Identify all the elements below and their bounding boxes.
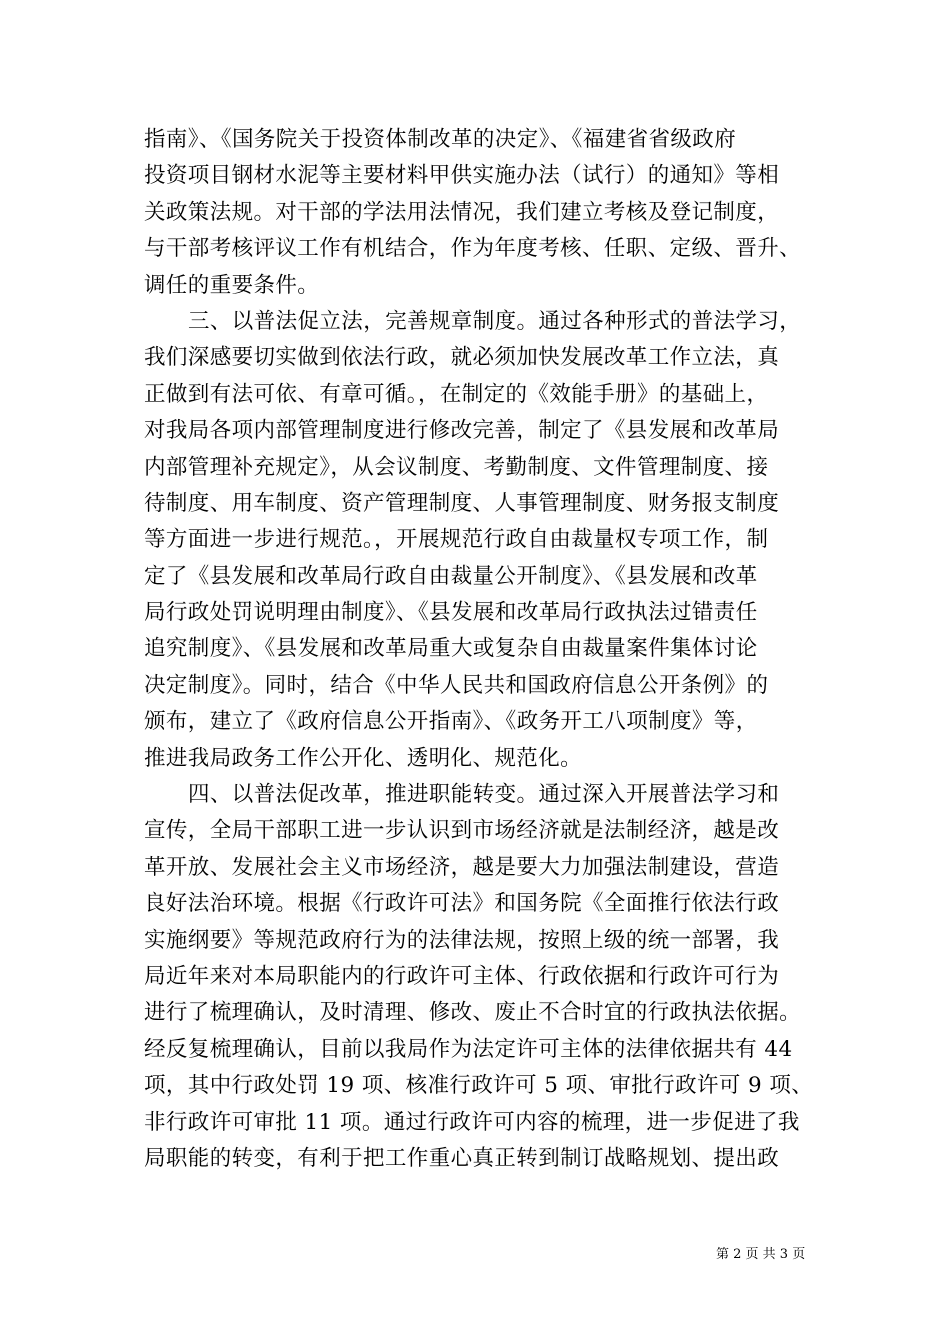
text-line: 进行了梳理确认，及时清理、修改、废止不合时宜的行政执法依据。 <box>144 1000 802 1026</box>
text-line: 内部管理补充规定》，从会议制度、考勤制度、文件管理制度、接 <box>144 454 769 480</box>
text-line: 正做到有法可依、有章可循。，在制定的《效能手册》的基础上， <box>144 381 769 407</box>
text-line: 三、以普法促立法，完善规章制度。通过各种形式的普法学习， <box>188 308 802 334</box>
text-line: 推进我局政务工作公开化、透明化、规范化。 <box>144 745 583 771</box>
text-line: 实施纲要》等规范政府行为的法律法规，按照上级的统一部署，我 <box>144 927 780 953</box>
text-line: 对我局各项内部管理制度进行修改完善，制定了《县发展和改革局 <box>144 418 780 444</box>
text-line: 等方面进一步进行规范。，开展规范行政自由裁量权专项工作，制 <box>144 527 769 553</box>
text-line: 四、以普法促改革，推进职能转变。通过深入开展普法学习和 <box>188 782 780 808</box>
text-line: 投资项目钢材水泥等主要材料甲供实施办法（试行）的通知》等相 <box>144 163 780 189</box>
text-line: 良好法治环境。根据《行政许可法》和国务院《全面推行依法行政 <box>144 891 780 917</box>
text-line: 局近年来对本局职能内的行政许可主体、行政依据和行政许可行为 <box>144 963 780 989</box>
text-line: 关政策法规。对干部的学法用法情况，我们建立考核及登记制度， <box>144 199 780 225</box>
body-text <box>144 122 834 1177</box>
text-line: 调任的重要条件。 <box>144 272 320 298</box>
text-line: 待制度、用车制度、资产管理制度、人事管理制度、财务报支制度 <box>144 490 780 516</box>
text-line: 项，其中行政处罚 19 项、核准行政许可 5 项、审批行政许可 9 项、 <box>144 1073 814 1099</box>
text-line: 追究制度》、《县发展和改革局重大或复杂自由裁量案件集体讨论 <box>144 636 758 662</box>
text-line: 颁布，建立了《政府信息公开指南》、《政务开工八项制度》等， <box>144 709 758 735</box>
text-line: 与干部考核评议工作有机结合，作为年度考核、任职、定级、晋升、 <box>144 236 802 262</box>
text-line: 局行政处罚说明理由制度》、《县发展和改革局行政执法过错责任 <box>144 600 758 626</box>
page-number: 第 2 页 共 3 页 <box>716 1247 806 1262</box>
text-line: 局职能的转变，有利于把工作重心真正转到制订战略规划、提出政 <box>144 1145 780 1171</box>
text-line: 经反复梳理确认，目前以我局作为法定许可主体的法律依据共有 44 <box>144 1036 793 1062</box>
text-line: 我们深感要切实做到依法行政，就必须加快发展改革工作立法，真 <box>144 345 780 371</box>
text-line: 决定制度》。同时，结合《中华人民共和国政府信息公开条例》的 <box>144 672 769 698</box>
text-line: 定了《县发展和改革局行政自由裁量公开制度》、《县发展和改革 <box>144 563 758 589</box>
text-line: 革开放、发展社会主义市场经济，越是要大力加强法制建设，营造 <box>144 854 780 880</box>
text-line: 非行政许可审批 11 项。通过行政许可内容的梳理，进一步促进了我 <box>144 1109 800 1135</box>
text-line: 指南》、《国务院关于投资体制改革的决定》、《福建省省级政府 <box>144 127 737 152</box>
text-line: 宣传，全局干部职工进一步认识到市场经济就是法制经济，越是改 <box>144 818 780 844</box>
